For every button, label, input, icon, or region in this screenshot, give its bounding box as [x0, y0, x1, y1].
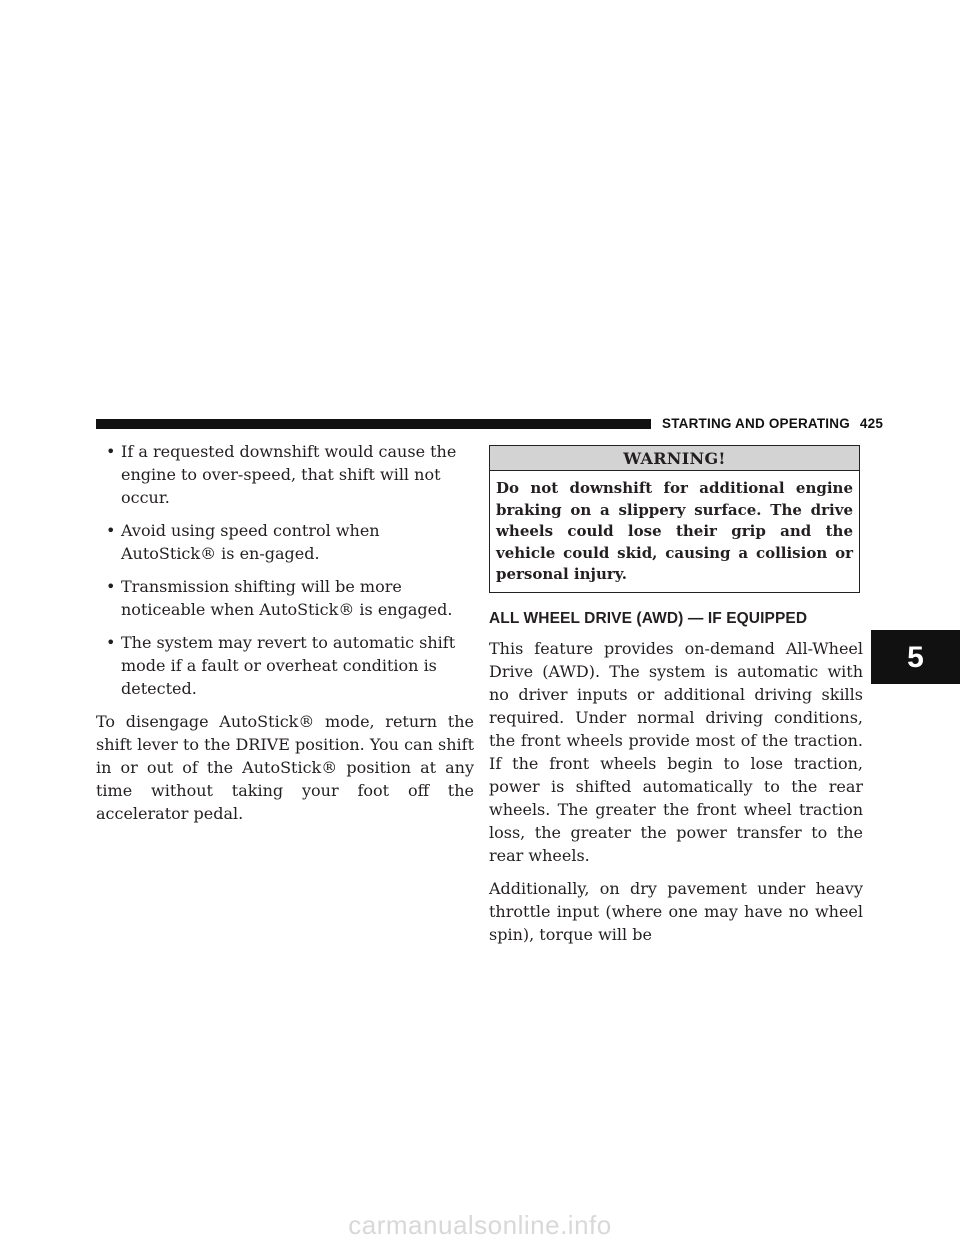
warning-text: Do not downshift for additional engine braking on a slippery surface. The drive wheels could lose their grip and the vehicle could skid, causing a collision or personal injury. — [496, 479, 853, 583]
right-column — [489, 445, 863, 956]
header-rule — [96, 419, 651, 429]
bullet-item: • Transmission shifting will be more noticeable when AutoStick® is engaged. — [96, 575, 474, 621]
page-number: 425 — [859, 416, 884, 431]
warning-box — [489, 445, 860, 593]
bullet-item: • Avoid using speed control when AutoStick® is en-gaged. — [96, 519, 474, 565]
left-column — [96, 440, 474, 825]
bullet-item: • If a requested downshift would cause the engine to over-speed, that shift will not occur. — [96, 440, 474, 509]
awd-paragraph: Additionally, on dry pavement under heavy throttle input (where one may have no wheel spin), torque will be — [489, 878, 863, 944]
watermark: carmanualsonline.info — [348, 1210, 612, 1240]
section-heading: ALL WHEEL DRIVE (AWD) — IF EQUIPPED — [489, 609, 808, 627]
running-header — [662, 416, 883, 431]
disengage-paragraph: To disengage AutoStick® mode, return the shift lever to the DRIVE position. You can shift in or out of the AutoStick® position at any time without taking your foot off the accelerator pedal. — [96, 712, 474, 823]
chapter-tab: 5 — [871, 630, 960, 684]
bullet-item: • The system may revert to automatic shift mode if a fault or overheat condition is detected. — [96, 631, 474, 700]
section-title: STARTING AND OPERATING — [662, 416, 850, 431]
warning-title: WARNING! — [490, 446, 859, 471]
awd-paragraph: This feature provides on-demand All-Wheel Drive (AWD). The system is automatic with no driver inputs or additional driving skills required. Under normal driving conditions, the front wheels provide most of the traction. If the front wheels begin to lose traction, power is shifted automatically to the rear wheels. The greater the front wheel traction loss, the greater the power transfer to the rear wheels. — [489, 638, 863, 865]
